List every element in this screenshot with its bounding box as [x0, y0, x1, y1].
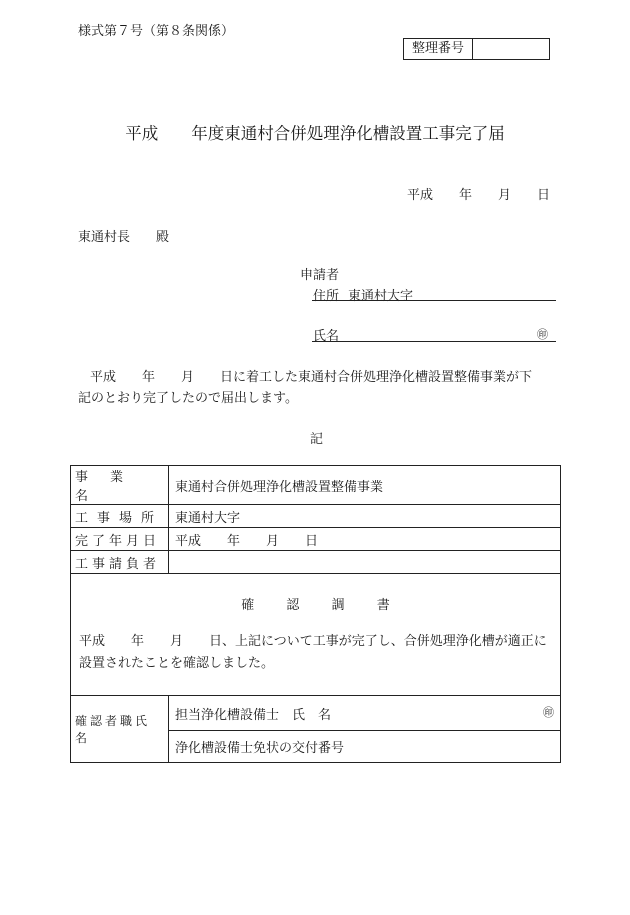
addressee: 東通村長 殿 — [78, 230, 170, 245]
contractor-value[interactable] — [169, 551, 561, 574]
form-number: 様式第７号（第８条関係） — [78, 24, 235, 39]
project-value: 東通村合併処理浄化槽設置整備事業 — [169, 466, 561, 505]
site-label-cell — [71, 505, 169, 528]
inspector-line — [175, 704, 554, 723]
completion-date-value: 平成 年 月 日 — [169, 528, 561, 551]
body-text-line2: 記のとおり完了したので届出します。 — [78, 391, 298, 406]
confirmation-title-char: 書 — [376, 598, 390, 613]
contractor-label-text: 工事請負者 — [75, 556, 161, 572]
confirmation-section — [71, 574, 561, 696]
contractor-label-cell — [71, 551, 169, 574]
applicant-address-value: 東通村大字 — [348, 289, 414, 304]
confirmer-label-cell — [71, 696, 169, 763]
applicant-name-label: 氏名 — [313, 329, 340, 344]
site-label-text: 工事場所 — [75, 510, 164, 526]
completion-details-table — [70, 465, 561, 763]
body-text-line1: 平成 年 月 日に着工した東通村合併処理浄化槽設置整備事業が下 — [90, 370, 533, 385]
inspector-seal-mark: ㊞ — [543, 705, 554, 719]
applicant-address-label: 住所 — [313, 289, 340, 304]
reference-number-label: 整理番号 — [404, 39, 473, 59]
address-underline — [312, 300, 556, 301]
confirmation-title-char: 確 — [241, 598, 255, 613]
submission-date: 平成 年 月 日 — [407, 188, 551, 203]
completion-date-label-text: 完了年月日 — [75, 533, 161, 549]
confirmation-title-char: 調 — [331, 598, 345, 613]
confirmation-title — [79, 594, 552, 613]
completion-date-label-cell — [71, 528, 169, 551]
name-underline — [312, 341, 556, 342]
reference-number-box — [403, 38, 550, 60]
applicant-heading: 申請者 — [300, 268, 340, 283]
project-label-cell — [71, 466, 169, 505]
reference-number-value[interactable] — [473, 39, 549, 59]
license-number-label: 浄化槽設備士免状の交付番号 — [169, 731, 561, 763]
confirmation-statement: 平成 年 月 日、上記について工事が完了し、合併処理浄化槽が適正に設置されたことを確認しました。 — [79, 634, 547, 671]
confirmer-label-text: 確認者職氏名 — [75, 714, 151, 745]
ki-marker: 記 — [310, 432, 324, 447]
applicant-seal-mark: ㊞ — [537, 328, 548, 341]
project-label-text: 事業名 — [75, 470, 146, 504]
inspector-label: 担当浄化槽設備士 氏 名 — [175, 707, 332, 723]
inspector-row — [169, 696, 561, 731]
site-value: 東通村大字 — [169, 505, 561, 528]
project-label — [75, 466, 164, 504]
confirmation-title-char: 認 — [286, 598, 300, 613]
document-title: 平成 年度東通村合併処理浄化槽設置工事完了届 — [125, 124, 505, 143]
